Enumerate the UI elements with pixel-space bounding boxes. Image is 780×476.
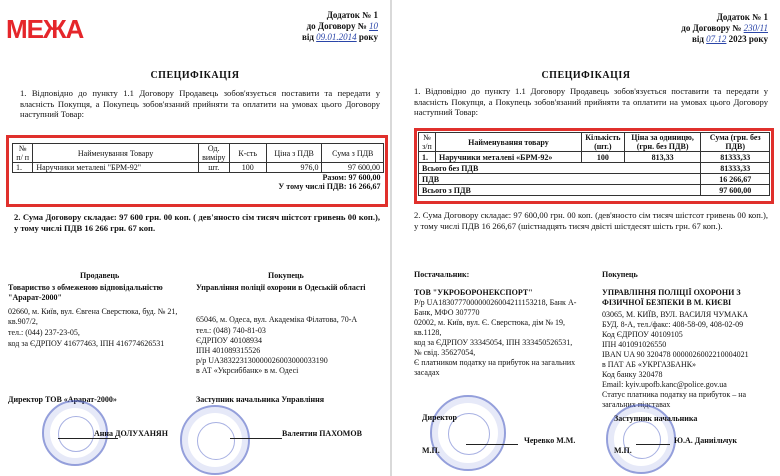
contract-date: 07.12: [706, 34, 727, 44]
buyer-heading: Покупець: [268, 271, 304, 280]
right-document: [392, 0, 780, 476]
col-header-name: Найменування товару: [435, 133, 581, 152]
col-header-sum: Сума (грн. без ПДВ): [701, 133, 770, 152]
cell-sum: 81333,33: [701, 152, 770, 163]
annex-header: [302, 10, 378, 43]
buyer-phone: тел.: (048) 740-81-03: [196, 326, 266, 335]
annex-contract-line: до Договору № 230/11: [681, 23, 768, 33]
buyer-signature-line: [230, 438, 282, 439]
table-highlight-frame: [414, 128, 774, 204]
spec-title: СПЕЦИФІКАЦІЯ: [541, 70, 631, 81]
col-header-num: № з/п: [419, 133, 436, 152]
table-vat: У тому числі ПДВ: 16 266,67: [278, 182, 381, 191]
supplier-mp: М.П.: [422, 446, 440, 455]
supplier-detail-line: код за ЄДРПОУ 33345054, ІПН 333450526531,: [414, 338, 573, 347]
col-header-qty: Кількість (шт.): [581, 133, 624, 152]
col-header-price: Ціна з ПДВ: [266, 144, 322, 163]
company-logo: МЕЖА: [6, 14, 84, 44]
seller-codes: код за ЄДРПОУ 41677463, ІПН 416774626531: [8, 339, 165, 348]
buyer-signatory: Ю.А. Даниільчук: [674, 436, 737, 445]
summary-value: 97 600,00: [701, 185, 770, 196]
supplier-signatory: Черевко М.М.: [524, 436, 576, 445]
supplier-stamp: [430, 395, 506, 471]
supplier-detail-line: 02002, м. Київ, вул. Є. Сверстюка, дім № 19, кв.1128,: [414, 318, 566, 337]
seller-name: Товариство з обмеженою відповідальністю "Арарат-2000": [8, 283, 163, 302]
contract-number: 10: [369, 21, 378, 31]
contract-date: 09.01.: [316, 32, 339, 42]
intro-paragraph: 1. Відповідно до пункту 1.1 Договору Продавець зобов'язується поставити та передати у власність Покупця, а Покупець зобов'язаний прийняти та оплатити на умовах цього Договору наступний Товар:: [414, 86, 768, 117]
buyer-detail-line: ІПН 401091026550: [602, 340, 667, 349]
buyer-edrpou: ЄДРПОУ 40108934: [196, 336, 262, 345]
buyer-stamp: [180, 405, 250, 475]
contract-sum: 2. Сума Договору складає: 97 600,00 грн. 00 коп. (дев'яносто сім тисяч шістсот гривень 00 коп.), у тому числі ПДВ 16 266,67 (шістнадцять тисяч двісті шістдесят шість грн. 67 коп.).: [414, 210, 768, 231]
buyer-signatory: Валентин ПАХОМОВ: [282, 429, 362, 438]
spec-title: СПЕЦИФІКАЦІЯ: [150, 70, 240, 81]
cell-price: 813,33: [624, 152, 701, 163]
supplier-detail-line: Р/р UA183077700000026004211153218, Банк А-Банк, МФО 307770: [414, 298, 577, 317]
seller-signatory: Анна ДОЛУХАНЯН: [94, 429, 168, 438]
contract-number: 230/11: [743, 23, 768, 33]
cell-qty: 100: [581, 152, 624, 163]
summary-value: 81333,33: [701, 163, 770, 174]
cell-unit: шт.: [198, 163, 229, 173]
buyer-detail-line: Статус платника податку на прибуток – на загальних підставах: [602, 390, 747, 409]
cell-num: 1.: [13, 163, 33, 173]
buyer-heading: Покупець: [602, 270, 638, 279]
contract-sum: 2. Сума Договору складає: 97 600 грн. 00 коп. ( дев'яносто сім тисяч шістсот гривень 00 коп.), у тому числі ПДВ 16 266 грн. 67 коп.: [14, 212, 380, 233]
supplier-director-title: Директор: [422, 413, 457, 422]
table-highlight-frame: [6, 135, 388, 207]
seller-heading: Продавець: [80, 271, 120, 280]
buyer-account: р/р UA383223130000026003000033190: [196, 356, 328, 365]
supplier-heading: Постачальник:: [414, 270, 470, 279]
buyer-details: [602, 310, 778, 410]
cell-sum: 97 600,00: [322, 163, 384, 173]
cell-num: 1.: [419, 152, 436, 163]
buyer-bank: в АТ «Укрсиббанк» в м. Одесі: [196, 366, 299, 375]
col-header-price: Ціна за одиницю, (грн. без ПДВ): [624, 133, 701, 152]
buyer-detail-line: IBAN UA 90 320478 0000026002210004021: [602, 350, 749, 359]
col-header-name: Найменування Товару: [33, 144, 198, 163]
col-header-qty: К-сть: [229, 144, 266, 163]
col-header-num: № п/ п: [13, 144, 33, 163]
buyer-detail-line: Код банку 320478: [602, 370, 663, 379]
annex-header: [681, 12, 768, 45]
annex-date-line: від 09.01.2014 року: [302, 32, 378, 42]
buyer-name: УПРАВЛІННЯ ПОЛІЦІЇ ОХОРОНИ З ФІЗИЧНОЇ БЕЗПЕКИ В М. КИЄВІ: [602, 288, 741, 307]
buyer-mp: М.П.: [614, 446, 632, 455]
buyer-detail-line: Код ЄДРПОУ 40109105: [602, 330, 683, 339]
buyer-signature-line: [636, 444, 670, 445]
table-total: Разом: 97 600,00: [322, 173, 381, 182]
contract-year: 2014: [338, 32, 357, 42]
annex-number: Додаток № 1: [716, 12, 768, 22]
annex-date-line: від 07.12 2023 року: [692, 34, 768, 44]
col-header-unit: Од. виміру: [198, 144, 229, 163]
annex-number: Додаток № 1: [326, 10, 378, 20]
buyer-address: 65046, м. Одеса, вул. Академіка Філатова, 70-А: [196, 315, 358, 324]
buyer-ipn: ІПН 401089315526: [196, 346, 261, 355]
buyer-deputy-title: Заступник начальника Управління: [196, 395, 325, 404]
buyer-name: Управління поліції охорони в Одеській області: [196, 283, 366, 292]
supplier-detail-line: № свід. 35627054,: [414, 348, 476, 357]
cell-price: 976,0: [266, 163, 322, 173]
buyer-deputy-title: Заступник начальника: [614, 414, 698, 423]
cell-name: Наручники металеві «БРМ-92»: [435, 152, 581, 163]
buyer-detail-line: БУД. 8-А, тел./факс: 408-58-09, 408-02-09: [602, 320, 744, 329]
col-header-sum: Сума з ПДВ: [322, 144, 384, 163]
summary-value: 16 266,67: [701, 174, 770, 185]
seller-address: 02660, м. Київ, вул. Євгена Сверстюка, буд. № 21, кв.907/2,: [8, 307, 178, 326]
buyer-detail-line: 03065, М. КИЇВ, ВУЛ. ВАСИЛЯ ЧУМАКА: [602, 310, 749, 319]
summary-label: ПДВ: [419, 174, 701, 185]
summary-label: Всього без ПДВ: [419, 163, 701, 174]
seller-director-title: Директор ТОВ «Арарат-2000»: [8, 395, 117, 404]
summary-label: Всього з ПДВ: [419, 185, 701, 196]
annex-contract-line: до Договору № 10: [306, 21, 378, 31]
supplier-detail-line: Є платником податку на прибуток на загальних засадах: [414, 358, 576, 377]
buyer-detail-line: в ПАТ АБ «УКРГАЗБАНК»: [602, 360, 697, 369]
cell-name: Наручники металеві "БРМ-92": [33, 163, 198, 173]
supplier-details: [414, 298, 594, 378]
buyer-detail-line: Email: kyiv.upofb.kanc@police.gov.ua: [602, 380, 727, 389]
seller-phone: тел.: (044) 237-23-05,: [8, 328, 80, 337]
supplier-signature-line: [466, 444, 518, 445]
supplier-name: ТОВ "УКРОБОРОНЕКСПОРТ": [414, 288, 533, 297]
cell-qty: 100: [229, 163, 266, 173]
intro-paragraph: 1. Відповідно до пункту 1.1 Договору Продавець зобов'язується поставити та передати у власність Покупця, а Покупець зобов'язаний прийняти та оплатити на умовах цього Договору наступний Товар:: [20, 88, 380, 119]
